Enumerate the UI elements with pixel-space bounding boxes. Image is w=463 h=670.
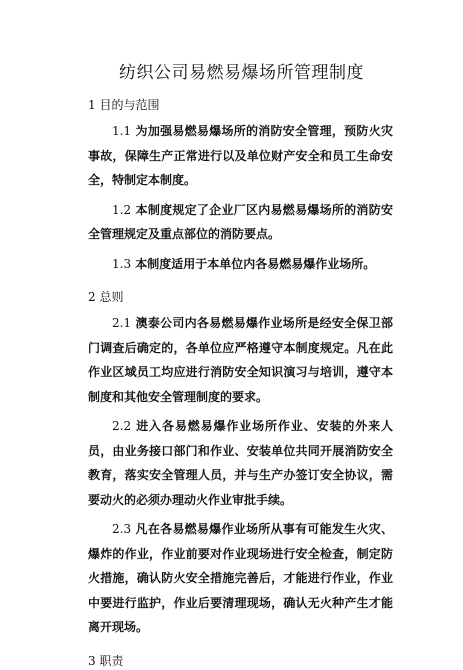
paragraph-number: 1.3	[112, 256, 132, 271]
paragraph-number: 2.3	[112, 522, 132, 536]
paragraph-text: 本制度规定了企业厂区内易燃易爆场所的消防安全管理规定及重点部位的消防要点。	[88, 202, 393, 241]
section-heading-3: 3 职责	[88, 653, 124, 668]
section-heading-1: 1 目的与范围	[88, 98, 160, 112]
paragraph-1-2	[88, 198, 393, 247]
paragraph-text: 为加强易燃易爆场所的消防安全管理，预防火灾事故，保障生产正常进行以及单位财产安全和员工生命安全，特制定本制度。	[88, 124, 393, 187]
paragraph-number: 2.2	[112, 419, 132, 433]
section-heading-2: 2 总则	[88, 290, 124, 304]
paragraph-number: 1.2	[112, 202, 132, 217]
paragraph-text: 澳泰公司内各易燃易爆作业场所是经安全保卫部门调查后确定的，各单位应严格遵守本制度规定。凡在此作业区域员工均应进行消防安全知识演习与培训，遵守本制度和其他安全管理制度的要求。	[88, 316, 393, 404]
paragraph-1-3	[88, 252, 393, 277]
paragraph-text: 进入各易燃易爆作业场所作业、安装的外来人员，由业务接口部门和作业、安装单位共同开展消防安全教育，落实安全管理人员，并与生产办签订安全协议，需要动火的必须办理动火作业审批手续。	[88, 419, 393, 507]
paragraph-text: 本制度适用于本单位内各易燃易爆作业场所。	[135, 256, 376, 271]
paragraph-2-3	[88, 517, 393, 640]
document-title: 纺织公司易燃易爆场所管理制度	[119, 63, 364, 83]
paragraph-number: 2.1	[112, 316, 132, 330]
paragraph-number: 1.1	[112, 124, 132, 138]
paragraph-2-2	[88, 414, 393, 512]
paragraph-text: 凡在各易燃易爆作业场所从事有可能发生火灾、爆炸的作业，作业前要对作业现场进行安全检查，制定防火措施，确认防火安全措施完善后，才能进行作业，作业中要进行监护，作业后要清理现场，确认无火种产生才能离开现场。	[88, 522, 393, 634]
paragraph-1-1	[88, 119, 393, 193]
paragraph-2-1	[88, 311, 393, 409]
